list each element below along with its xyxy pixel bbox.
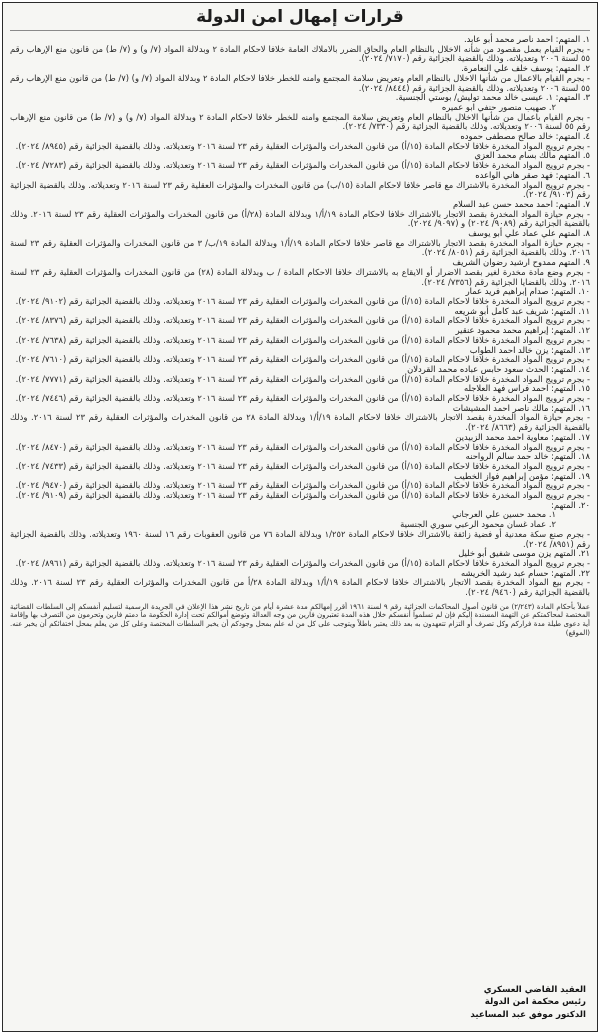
accused-entry [10,472,590,501]
accused-heading: ١٨. المتهم: خالد حمد سالم الرواحنه [465,451,590,462]
state-security-notice [2,2,598,1032]
accused-heading: ١٣. المتهم: يزن خالد احمد الطواب [469,344,590,355]
charge-text: - بجرم حيازة المواد المخدرة بقصد الاتجار بالاشتراك مع قاصر خلافا لاحكام المادة ١٩/أ/١ وبدلالة المادة ١٩/ب/ ٣ من قانون المخدرات والمؤثرات العقلية رقم ٢٣ لسنة ٢٠١٦. وذلك بالقضية الجزائية رقم (٨٠٥١/ ٢٠٢٤). [10,237,590,258]
co-accused-name: ١. محمد حسين علي العرجاني [452,509,556,520]
charge-text: - بجرم حيازة المواد المخدرة بقصد الاتجار بالاشتراك خلافا لاحكام المادة ١٩/أ/١ وبدلالة المادة (٢٨/أ) من قانون المخدرات والمؤثرات العقلية رقم ٢٣ لسنة ٢٠١٦. وذلك بالقضية الجزائية رقم (٩٠٨٩/ ٢٠٢٤) و (٩٠٩٧/ ٢٠٢٤). [10,208,591,229]
accused-entry [10,307,590,326]
charge-text: - بجرم ترويج المواد المخدرة خلافا لاحكام المادة (١٥/أ) من قانون المخدرات والمؤثرات العقلية رقم ٢٣ لسنة ٢٠١٦ وتعديلاته. وذلك بالقضية الجزائية رقم (٩٤٧٠/ ٢٠٢٤). [15,480,590,491]
charge-text: - بجرم صنع سكة معدنية أو فضية زائفة بالاشتراك خلافا لاحكام المادة ١/٢٥٢ وبدلالة المادة ٧٦ من قانون العقوبات رقم ١٦ لسنة ١٩٦٠ وتعديلاته. وذلك بالقضية الجزائية رقم (٨٩٥١/ ٢٠٢٤). [10,528,590,549]
accused-entry [10,35,590,64]
accused-entry [10,501,590,550]
accused-entry [10,346,590,365]
accused-entry [10,433,590,452]
accused-entry [10,384,590,403]
signature-block [10,984,590,1024]
accused-entry [10,452,590,471]
accused-entry [10,365,590,384]
charge-text: - بجرم ترويج المواد المخدرة خلافا لاحكام المادة (١٥/أ) من قانون المخدرات والمؤثرات العقلية رقم ٢٣ لسنة ٢٠١٦ وتعديلاته. وذلك بالقضية الجزائية رقم (٧٦١٠/ ٢٠٢٤). [15,354,590,365]
accused-entry [10,132,590,151]
accused-entry [10,569,590,598]
accused-heading: ١٠. المتهم: صدام إبراهيم فريد عمار [465,286,590,297]
charge-text: - بجرم ترويج المواد المخدرة خلافا لاحكام المادة (١٥/أ) من قانون المخدرات والمؤثرات العقلية رقم ٢٣ لسنة ٢٠١٦ وتعديلاته. وذلك بالقضية الجزائية رقم (٧٢٨٣/ ٢٠٢٤). [15,160,590,171]
charge-text: - بجرم ترويج المواد المخدرة خلافا لاحكام المادة (١٥/أ) من قانون المخدرات والمؤثرات العقلية رقم ٢٣ لسنة ٢٠١٦ وتعديلاته. وذلك بالقضية الجزائية رقم (٧٤٤٦/ ٢٠٢٤). [15,393,590,404]
charge-text: - بجرم ترويج المواد المخدرة خلافا لاحكام المادة (١٥/أ) من قانون المخدرات والمؤثرات العقلية رقم ٢٣ لسنة ٢٠١٦ وتعديلاته. وذلك بالقضية الجزائية رقم (٩١٠٩/ ٢٠٢٤). [15,490,590,501]
charge-text: - بجرم ترويج المواد المخدرة خلافا لاحكام المادة (١٥/أ) من قانون المخدرات والمؤثرات العقلية رقم ٢٣ لسنة ٢٠١٦ وتعديلاته. وذلك بالقضية الجزائية رقم (٨٣٧٦/ ٢٠٢٤). [15,315,590,326]
accused-heading: ١٦. المتهم: مالك ناصر احمد المشيشات [452,402,590,413]
charge-text: - بجرم ترويج المواد المخدرة بالاشتراك مع قاصر خلافا لاحكام المادة (١٥/ب) من قانون المخدرات والمؤثرات العقلية رقم ٢٣ لسنة ٢٠١٦ وتعديلاته. وذلك بالقضية الجزائية رقم (٩١٠٣/ ٢٠٢٤). [10,179,591,200]
accused-entry [10,229,590,258]
notice-title: قرارات إمهال امن الدولة [10,7,590,31]
charge-text: - بجرم ترويج المواد المخدرة خلافا لاحكام المادة (١٥/أ) من قانون المخدرات والمؤثرات العقلية رقم ٢٣ لسنة ٢٠١٦ وتعديلاته. وذلك بالقضية الجزائية رقم (٨٩٦١/ ٢٠٢٤). [15,557,590,568]
accused-heading: ١٤. المتهم: الحدث سعود حابس عباده محمد القردلان [407,363,590,374]
signature-name: الدكتور موفق عبد المساعيد [470,1009,586,1020]
accused-heading: ٨. المتهم علي عماد علي أبو يوسف [468,228,590,239]
charge-text: - بجرم ترويج المواد المخدرة خلافا لاحكام المادة (١٥/أ) من قانون المخدرات والمؤثرات العقلية رقم ٢٣ لسنة ٢٠١٦ وتعديلاته. وذلك بالقضية الجزائية رقم (٨٤٧٠/ ٢٠٢٤). [15,441,590,452]
accused-list [10,35,590,598]
charge-text: - بجرم القيام بعمل مقصود من شأنه الاخلال بالنظام العام والحاق الضرر بالاملاك العامة خلافا لاحكام المادة ٢ وبدلالة المواد (٧/ و) و (٧/ ط) من قانون منع الإرهاب رقم ٥٥ لسنة ٢٠٠٦ وتعديلاته. وذلك بالقضية الجزائية رقم (٧١٧٠/ ٢٠٢٤). [10,43,591,64]
charge-text: - بجرم ترويج المواد المخدرة خلافا لاحكام المادة (١٥/أ) من قانون المخدرات والمؤثرات العقلية رقم ٢٣ لسنة ٢٠١٦ وتعديلاته. وذلك بالقضية الجزائية رقم (٨٩٤٥/ ٢٠٢٤). [15,140,590,151]
charge-text: - بجرم ترويج المواد المخدرة خلافا لاحكام المادة (١٥/أ) من قانون المخدرات والمؤثرات العقلية رقم ٢٣ لسنة ٢٠١٦ وتعديلاته. وذلك بالقضية الجزائية رقم (٧٧٧١/ ٢٠٢٤). [15,373,590,384]
charge-text: - بجرم حيازة المواد المخدرة بقصد الاتجار بالاشتراك خلافا لاحكام المادة ١٩/أ/١ وبدلالة المادة ٢٨ من قانون المخدرات والمؤثرات العقلية رقم ٢٣ لسنة ٢٠١٦. وذلك بالقضية الجزائية رقم (٨٦٦٣/ ٢٠٢٤). [10,412,591,433]
accused-heading: ٦. المتهم: فهد صقر هاني الواعده [475,169,590,180]
accused-entry [10,404,590,433]
charge-text: - بجرم وضع مادة مخدرة لغير بقصد الاضرار أو الايقاع به بالاشتراك خلافا الاحكام المادة / ب وبدلالة المادة (٢٨) من قانون المخدرات والمؤثرات العقلية رقم ٢٣ لسنة ٢٠١٦. وذلك بالقضايا الجزائية رقم (٧٣٥٦/ ٢٠٢٤). [10,266,591,287]
accused-heading: ١٢. المتهم: إبراهيم محمد محمود عنقير [455,325,590,336]
accused-heading: ٩. المتهم ممدوح ارشيد رضوان الشريف [452,257,590,268]
accused-entry [10,171,590,200]
accused-heading: ١. المتهم: احمد ناصر محمد أبو عابد. [463,34,590,44]
accused-entry [10,258,590,287]
accused-heading: ١١. المتهم: شريف عبد كامل أبو شريعه [454,305,590,316]
accused-heading: ١٥. المتهم: احمد فراس فهد العلاجله [463,383,590,394]
legal-notice-paragraph: عملاً بأحكام المادة (٢/٢٤٣) من قانون أصول المحاكمات الجزائية رقم ٩ لسنة ١٩٦١ أقرر إمهالكم مدة عشرة أيام من تاريخ نشر هذا الإعلان في الجريدة الرسمية لتسليم أنفسكم إلى السلطات القضائية المختصة لمحاكمتكم عن التهمة المسندة إليكم فإن لم تسلموا أنفسكم خلال هذه المدة تعتبرون فارين من وجه العدالة وتوضع أموالكم تحت إدارة الحكومة ما دمتم فارين وتحرمون من التصرف بها وإقامة أية دعوى طيلة مدة فراركم وكل تصرف أو التزام تتعهدون به بعد ذلك يعتبر باطلاً ويتوجب على كل من له علم بمحل وجودكم أن يخبر السلطات المختصة وعلى كل من يعلم بمحل اختفائكم أن يخبر عنه. (الموقع) [10,602,591,637]
signature-position: رئيس محكمة امن الدولة [484,997,586,1007]
accused-entry [10,151,590,170]
accused-entry [10,64,590,93]
accused-entry [10,93,590,132]
charge-text: - بجرم بيع المواد المخدرة بقصد الاتجار بالاشتراك خلافا لاحكام المادة ١٩/أ/١ وبدلالة المادة ٢٨/أ من قانون المخدرات والمؤثرات العقلية رقم ٢٣ لسنة ٢٠١٦. وذلك بالقضية الجزائية رقم (٩٤٦٠/ ٢٠٢٤). [10,577,590,598]
accused-heading: ٢١. المتهم يزن موسى شفيق أبو خليل [458,548,590,559]
accused-heading: ٢. المتهم: يوسف خلف علي النعامرة. [461,63,590,74]
accused-heading: ٣. المتهم: ١. عيسى خالد محمد توليش/ بوستي الجنسية. [395,92,590,103]
charge-text: - بجرم ترويج المواد المخدرة خلافا لاحكام المادة (١٥/أ) من قانون المخدرات والمؤثرات العقلية رقم ٢٣ لسنة ٢٠١٦ وتعديلاته. وذلك بالقضية الجزائية رقم (٧٦٣٨/ ٢٠٢٤). [15,334,590,345]
accused-heading: ٥. المتهم مالك بسام محمد العزي [474,150,590,161]
accused-entry [10,549,590,568]
accused-heading: ٤. المتهم: خالد صالح مصطفى حموده [460,131,590,142]
accused-entry [10,287,590,306]
accused-heading: ٧. المتهم: احمد محمد حسن عبد السلام [453,198,590,209]
spacer [10,637,590,983]
co-accused-name: ٢. صهيب منصور حنفي ابو عميره [441,101,556,112]
charge-text: - بجرم القيام بالاعمال من شأنها الاخلال بالنظام العام وتعريض سلامة المجتمع وامنه للخطر خلافا لاحكام المادة ٢ وبدلالة المواد (٧/ و) (٧/ ط) من قانون منع الإرهاب رقم ٥٥ لسنة ٢٠٠٦ وتعديلاته. وذلك بالقضية الجزائية رقم (٨٤٤٤/ ٢٠٢٤). [10,72,590,93]
accused-heading: ٢٢. المتهم: حسام عبد رشيد الخريشه [461,567,590,578]
charge-text: - بجرم ترويج المواد المخدرة خلافا لاحكام المادة (١٥/أ) من قانون المخدرات والمؤثرات العقلية رقم ٢٣ لسنة ٢٠١٦ وتعديلاته. وذلك بالقضية الجزائية رقم (٧٤٣٣/ ٢٠٢٤). [15,460,590,471]
accused-heading: ١٩. المتهم: مؤمن إبراهيم فواز الخطيب [454,470,590,481]
signature-rank: العقيد القاضي العسكري [483,984,586,995]
accused-heading: ٢٠. المتهم: [551,499,590,510]
charge-text: - بجرم ترويج المواد المخدرة خلافا لاحكام المادة (١٥/أ) من قانون المخدرات والمؤثرات العقلية رقم ٢٣ لسنة ٢٠١٦ وتعديلاته. وذلك بالقضية الجزائية رقم (٩١٠٢/ ٢٠٢٤). [15,295,590,306]
accused-heading: ١٧. المتهم: معاوية احمد محمد الزبيدين [455,431,590,442]
co-accused-name: ٢. عماد غسان محمود الرعبي سوري الجنسية [400,519,556,530]
accused-entry [10,200,590,229]
charge-text: - بجرم القيام باعمال من شأنها الاخلال بالنظام العام وتعريض سلامة المجتمع وامنه للخطر خلافا لاحكام المادة ٢ وبدلالة المواد (٧/ و) و (٧/ ط) من قانون منع الإرهاب رقم ٥٥ لسنة ٢٠٠٦ وتعديلاته. وذلك بالقضية الجزائية رقم (٧٣٣٠/ ٢٠٢٤). [10,111,591,132]
accused-entry [10,326,590,345]
